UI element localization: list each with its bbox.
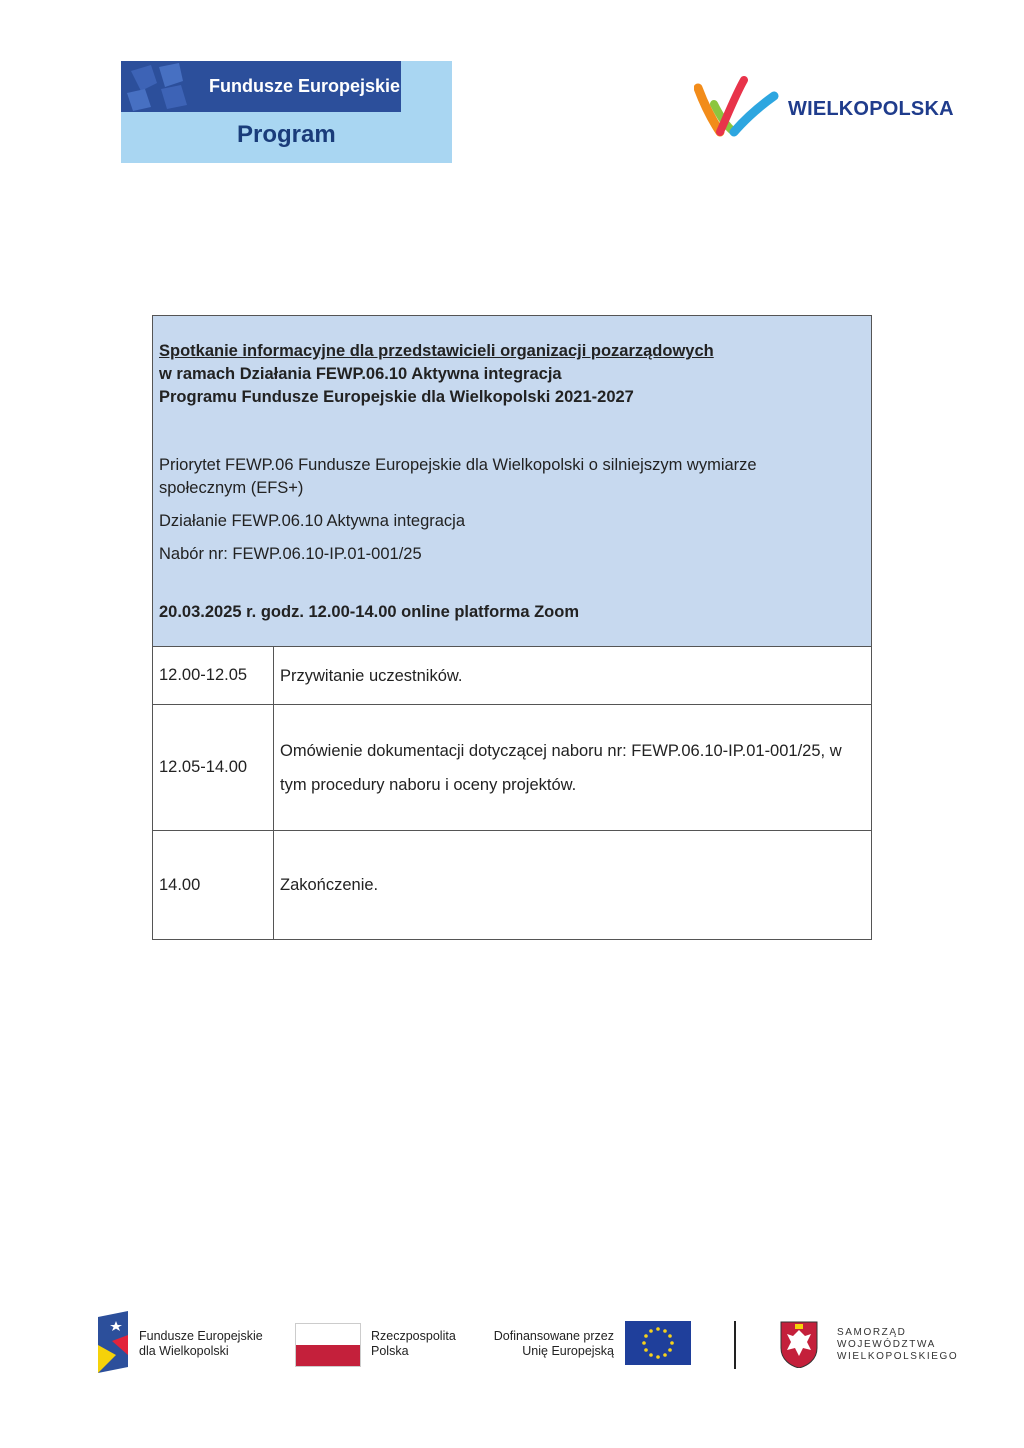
rp-line-2: Polska (371, 1344, 409, 1358)
eu-flag-icon (625, 1321, 691, 1365)
logo-band-text: Fundusze Europejskie (209, 76, 401, 96)
logo-program-text: Program (237, 121, 336, 148)
row-description: Zakończenie. (280, 876, 379, 894)
title-line-2: w ramach Działania FEWP.06.10 Aktywna integracja (159, 365, 562, 383)
title-line-1: Spotkanie informacyjne dla przedstawicieli organizacji pozarządowych (159, 342, 714, 360)
fundusze-europejskie-program-logo (121, 61, 452, 163)
eu-text (488, 1329, 614, 1359)
title-line-3: Programu Fundusze Europejskie dla Wielkopolski 2021-2027 (159, 388, 634, 406)
priority-text: Priorytet FEWP.06 Fundusze Europejskie dla Wielkopolski o silniejszym wymiarze społecznym (EFS+) (159, 456, 757, 497)
footer-divider (734, 1321, 736, 1369)
fe-wielkopolska-emblem-icon (98, 1311, 132, 1373)
table-row (153, 831, 871, 939)
action-text: Działanie FEWP.06.10 Aktywna integracja (159, 512, 466, 530)
fe-wlkp-line-1: Fundusze Europejskie (139, 1329, 263, 1343)
row-time: 12.00-12.05 (153, 647, 274, 704)
agenda-table (152, 315, 872, 940)
rp-text (371, 1329, 456, 1359)
samorzad-line-2: WOJEWÓDZTWA (837, 1339, 936, 1350)
table-row (153, 647, 871, 705)
rp-line-1: Rzeczpospolita (371, 1329, 456, 1343)
poland-flag-icon (295, 1323, 361, 1367)
samorzad-line-1: SAMORZĄD (837, 1327, 907, 1338)
eu-line-2: Unię Europejską (522, 1344, 614, 1358)
wielkopolska-w-icon (694, 74, 780, 140)
wielkopolska-wordmark: WIELKOPOLSKA (788, 98, 954, 120)
stars-pattern-icon (121, 61, 201, 112)
samorzad-line-3: WIELKOPOLSKIEGO (837, 1351, 959, 1362)
row-time: 14.00 (153, 831, 274, 939)
wielkopolska-coat-of-arms-icon (779, 1320, 819, 1368)
row-description: Omówienie dokumentacji dotyczącej naboru nr: FEWP.06.10-IP.01-001/25, w tym procedury naboru i oceny projektów. (280, 741, 842, 794)
agenda-header (153, 316, 871, 647)
meeting-datetime: 20.03.2025 r. godz. 12.00-14.00 online platforma Zoom (159, 603, 579, 621)
row-description: Przywitanie uczestników. (280, 666, 463, 685)
call-number-text: Nabór nr: FEWP.06.10-IP.01-001/25 (159, 545, 422, 563)
fe-wlkp-text (139, 1329, 263, 1359)
fe-wlkp-line-2: dla Wielkopolski (139, 1344, 229, 1358)
samorzad-text (837, 1327, 958, 1363)
table-row (153, 705, 871, 831)
wielkopolska-logo (694, 74, 954, 140)
footer-logos (0, 1305, 1024, 1385)
row-time: 12.05-14.00 (153, 705, 274, 830)
eu-line-1: Dofinansowane przez (493, 1329, 614, 1343)
